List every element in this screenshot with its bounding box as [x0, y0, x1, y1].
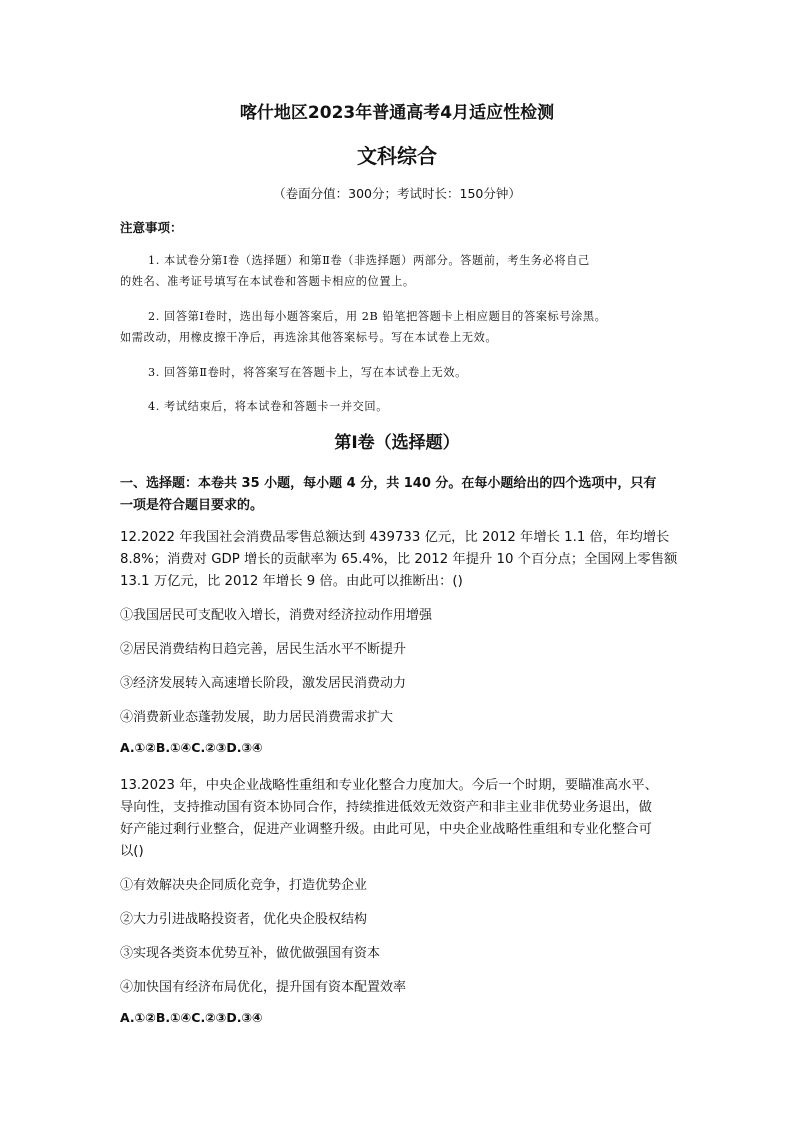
notice-heading: 注意事项：	[120, 220, 183, 235]
notice-item-1-line-1: 1. 本试卷分第Ⅰ卷（选择题）和第Ⅱ卷（非选择题）两部分。答题前，考生务必将自己	[148, 254, 590, 267]
notice-item-3: 3. 回答第Ⅱ卷时，将答案写在答题卡上，写在本试卷上无效。	[148, 366, 467, 379]
q13-option-4: ④加快国有经济布局优化，提升国有资本配置效率	[120, 980, 407, 995]
q13-option-2: ②大力引进战略投资者，优化央企股权结构	[120, 912, 368, 927]
exam-meta: （卷面分值：300分；考试时长：150分钟）	[273, 186, 521, 201]
q12-option-2: ②居民消费结构日趋完善，居民生活水平不断提升	[120, 642, 407, 657]
q12-option-1: ①我国居民可支配收入增长，消费对经济拉动作用增强	[120, 608, 433, 623]
exam-subject: 文科综合	[357, 144, 437, 168]
notice-item-4: 4. 考试结束后，将本试卷和答题卡一并交回。	[148, 400, 388, 413]
q12-answer-choices: A.①②B.①④C.②③D.③④	[120, 740, 263, 755]
q13-stem-line-3: 好产能过剩行业整合，促进产业调整升级。由此可见，中央企业战略性重组和专业化整合可	[120, 822, 652, 837]
q13-option-1: ①有效解决央企同质化竞争，打造优势企业	[120, 878, 368, 893]
q12-option-4: ④消费新业态蓬勃发展，助力居民消费需求扩大	[120, 710, 394, 725]
q12-stem-line-1: 12.2022 年我国社会消费品零售总额达到 439733 亿元，比 2012 年增长 1.1 倍，年均增长	[120, 530, 670, 545]
q13-stem-line-4: 以()	[120, 844, 144, 859]
exam-title: 喀什地区2023年普通高考4月适应性检测	[239, 103, 555, 123]
q12-stem-line-2: 8.8%；消费对 GDP 增长的贡献率为 65.4%，比 2012 年提升 10 个百分点；全国网上零售额	[120, 552, 678, 567]
q12-stem-line-3: 13.1 万亿元，比 2012 年增长 9 倍。由此可以推断出：()	[120, 574, 463, 589]
q13-answer-choices: A.①②B.①④C.②③D.③④	[120, 1010, 263, 1025]
part-instructions-line-2: 一项是符合题目要求的。	[120, 498, 264, 513]
q13-option-3: ③实现各类资本优势互补，做优做强国有资本	[120, 946, 381, 961]
notice-item-2-line-2: 如需改动，用橡皮擦干净后，再选涂其他答案标号。写在本试卷上无效。	[120, 331, 498, 344]
section-title: 第Ⅰ卷（选择题）	[334, 433, 460, 453]
q13-stem-line-1: 13.2023 年，中央企业战略性重组和专业化整合力度加大。今后一个时期，要瞄准高水平、	[120, 778, 658, 793]
q12-option-3: ③经济发展转入高速增长阶段，激发居民消费动力	[120, 676, 407, 691]
part-instructions-line-1: 一、选择题：本卷共 35 小题，每小题 4 分，共 140 分。在每小题给出的四个选项中，只有	[120, 476, 657, 491]
notice-item-1-line-2: 的姓名、准考证号填写在本试卷和答题卡相应的位置上。	[120, 275, 415, 288]
notice-item-2-line-1: 2. 回答第Ⅰ卷时，选出每小题答案后，用 2B 铅笔把答题卡上相应题目的答案标号涂黑。	[148, 310, 607, 323]
q13-stem-line-2: 导向性，支持推动国有资本协同合作，持续推进低效无效资产和非主业非优势业务退出，做	[120, 800, 652, 815]
